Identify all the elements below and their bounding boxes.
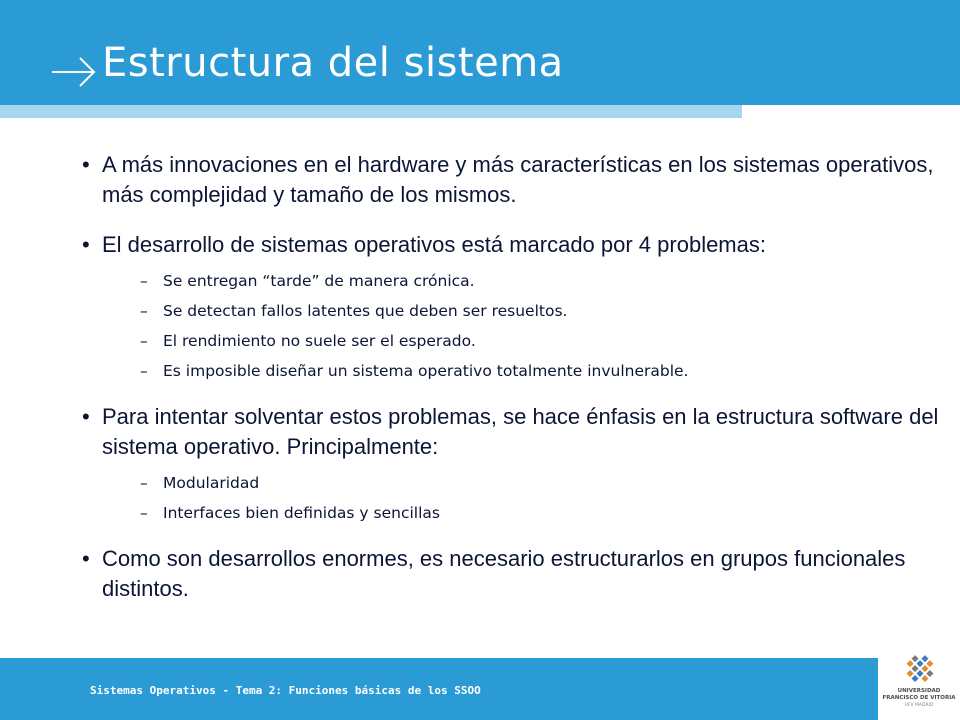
header-band xyxy=(0,105,742,118)
arrow-right-icon xyxy=(50,54,98,90)
sub-bullet-item: – Se detectan fallos latentes que deben ser resueltos. xyxy=(80,296,940,326)
header-band-gap xyxy=(742,105,960,118)
sub-bullet-list xyxy=(80,266,940,386)
bullet-item: • El desarrollo de sistemas operativos está marcado por 4 problemas: xyxy=(80,230,940,260)
bullet-item: • Como son desarrollos enormes, es necesario estructurarlos en grupos funcionales distintos. xyxy=(80,544,940,604)
logo-line-1: UNIVERSIDAD xyxy=(897,688,941,694)
logo-mark-icon xyxy=(904,654,936,686)
sub-bullet-item: – Es imposible diseñar un sistema operativo totalmente invulnerable. xyxy=(80,356,940,386)
slide-content xyxy=(80,150,940,624)
logo-line-2: FRANCISCO DE VITORIA xyxy=(882,695,956,701)
sub-bullet-item: – El rendimiento no suele ser el esperado. xyxy=(80,326,940,356)
slide-title: Estructura del sistema xyxy=(102,40,564,86)
university-logo xyxy=(878,650,960,720)
sub-bullet-item: – Se entregan “tarde” de manera crónica. xyxy=(80,266,940,296)
sub-bullet-list xyxy=(80,468,940,528)
sub-bullet-item: – Interfaces bien definidas y sencillas xyxy=(80,498,940,528)
logo-line-3: UFV MADRID xyxy=(904,703,934,708)
bullet-item: • Para intentar solventar estos problemas, se hace énfasis en la estructura software del sistema operativo. Principalmente: xyxy=(80,402,940,462)
bullet-item: • A más innovaciones en el hardware y más características en los sistemas operativos, más complejidad y tamaño de los mismos. xyxy=(80,150,940,210)
footer-text: Sistemas Operativos - Tema 2: Funciones básicas de los SSOO xyxy=(90,684,481,697)
sub-bullet-item: – Modularidad xyxy=(80,468,940,498)
